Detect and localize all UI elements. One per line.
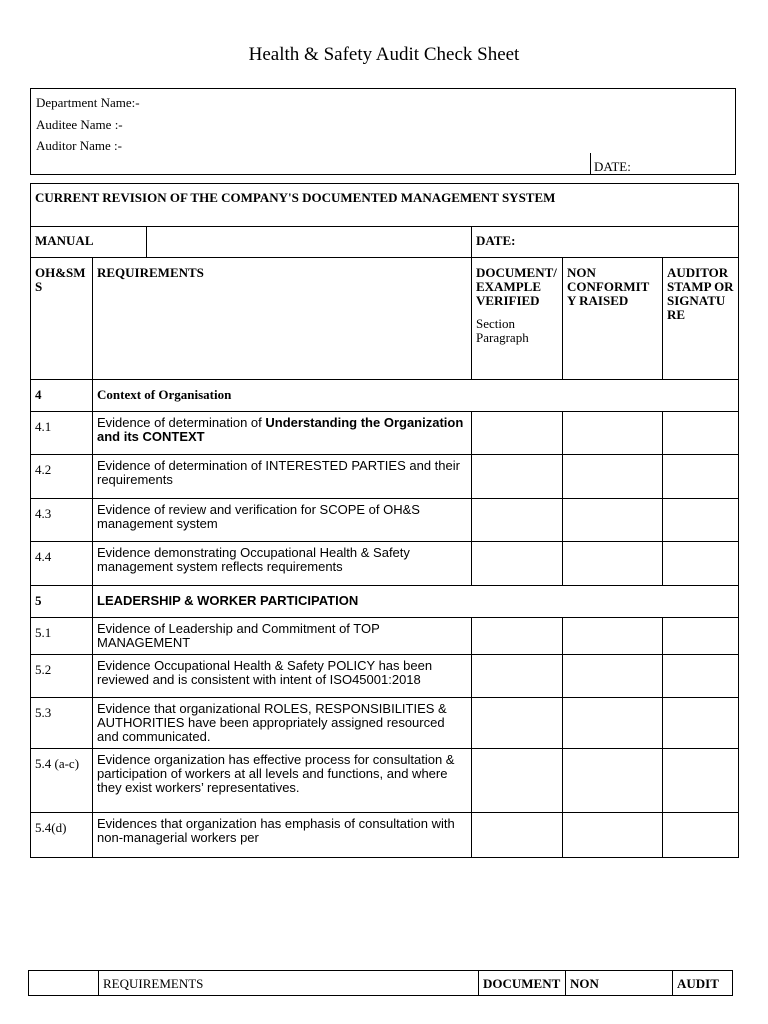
table-row xyxy=(31,655,739,698)
col-auditor: AUDITOR STAMP OR SIGNATU RE xyxy=(663,258,739,380)
table-row xyxy=(31,813,739,858)
auditor-cell[interactable] xyxy=(663,412,739,455)
date-divider xyxy=(590,153,591,175)
clause-row xyxy=(31,586,739,618)
row-requirement: Evidence organization has effective process for consultation & participation of workers at all levels and functions, and where they exist workers’ representatives. xyxy=(93,749,472,813)
col-requirements: REQUIREMENTS xyxy=(93,258,472,380)
row-number: 4.3 xyxy=(31,499,93,542)
row-requirement: Evidence of review and verification for SCOPE of OH&S management system xyxy=(93,499,472,542)
auditor-cell[interactable] xyxy=(663,749,739,813)
column-header-row xyxy=(31,258,739,380)
auditor-cell[interactable] xyxy=(663,813,739,858)
manual-value xyxy=(147,227,472,258)
nonconformity-cell[interactable] xyxy=(563,499,663,542)
next-page-header-table xyxy=(28,970,733,996)
document-cell[interactable] xyxy=(472,412,563,455)
nonconformity-cell[interactable] xyxy=(563,412,663,455)
footer-audit: AUDIT xyxy=(673,971,733,996)
auditor-cell[interactable] xyxy=(663,698,739,749)
auditor-name-label: Auditor Name :- xyxy=(36,138,122,153)
document-cell[interactable] xyxy=(472,499,563,542)
nonconformity-cell[interactable] xyxy=(563,542,663,586)
table-row xyxy=(31,455,739,499)
row-requirement-bold: Understanding the Organization and its CONTEXT xyxy=(97,415,464,444)
manual-date-label: DATE: xyxy=(472,227,739,258)
document-cell[interactable] xyxy=(472,655,563,698)
row-requirement: Evidence Occupational Health & Safety POLICY has been reviewed and is consistent with intent of ISO45001:2018 xyxy=(93,655,472,698)
nonconformity-cell[interactable] xyxy=(563,455,663,499)
document-cell[interactable] xyxy=(472,749,563,813)
document-cell[interactable] xyxy=(472,542,563,586)
nonconformity-cell[interactable] xyxy=(563,655,663,698)
row-number: 5.2 xyxy=(31,655,93,698)
manual-label: MANUAL xyxy=(31,227,147,258)
col-document xyxy=(472,258,563,380)
row-requirement: Evidence demonstrating Occupational Health & Safety management system reflects requirements xyxy=(93,542,472,586)
footer-document: DOCUMENT xyxy=(479,971,566,996)
table-row xyxy=(31,412,739,455)
auditor-cell[interactable] xyxy=(663,499,739,542)
nonconformity-cell[interactable] xyxy=(563,749,663,813)
table-row xyxy=(31,618,739,655)
row-requirement: Evidences that organization has emphasis of consultation with non-managerial workers per xyxy=(93,813,472,858)
auditor-cell[interactable] xyxy=(663,455,739,499)
row-number: 4.2 xyxy=(31,455,93,499)
col-ohsms: OH&SM S xyxy=(31,258,93,380)
clause-row xyxy=(31,380,739,412)
row-number: 4.4 xyxy=(31,542,93,586)
clause-title: LEADERSHIP & WORKER PARTICIPATION xyxy=(93,586,739,618)
document-cell[interactable] xyxy=(472,618,563,655)
col-document-title: DOCUMENT/ EXAMPLE VERIFIED xyxy=(476,265,557,308)
footer-ohsms-cell xyxy=(29,971,99,996)
audit-checklist-table xyxy=(30,183,739,858)
footer-non: NON xyxy=(566,971,673,996)
audit-header-box xyxy=(30,88,736,175)
row-number: 5.4(d) xyxy=(31,813,93,858)
clause-number: 5 xyxy=(31,586,93,618)
department-name-label: Department Name:- xyxy=(36,95,140,110)
col-document-sub: Section Paragraph xyxy=(476,316,529,345)
footer-header-row xyxy=(29,971,733,996)
row-requirement: Evidence that organizational ROLES, RESPONSIBILITIES & AUTHORITIES have been appropriately assigned resourced and communicated. xyxy=(93,698,472,749)
row-requirement: Evidence of determination of INTERESTED PARTIES and their requirements xyxy=(93,455,472,499)
footer-requirements: REQUIREMENTS xyxy=(99,971,479,996)
row-number: 5.3 xyxy=(31,698,93,749)
document-cell[interactable] xyxy=(472,455,563,499)
row-requirement: Evidence of Leadership and Commitment of TOP MANAGEMENT xyxy=(93,618,472,655)
table-row xyxy=(31,542,739,586)
nonconformity-cell[interactable] xyxy=(563,813,663,858)
row-number: 4.1 xyxy=(31,412,93,455)
auditor-cell[interactable] xyxy=(663,542,739,586)
document-cell[interactable] xyxy=(472,698,563,749)
table-row xyxy=(31,499,739,542)
row-number: 5.4 (a-c) xyxy=(31,749,93,813)
manual-row xyxy=(31,227,739,258)
auditee-name-label: Auditee Name :- xyxy=(36,117,123,132)
page-title: Health & Safety Audit Check Sheet xyxy=(248,44,520,65)
clause-title: Context of Organisation xyxy=(93,380,739,412)
auditor-cell[interactable] xyxy=(663,655,739,698)
section-title: CURRENT REVISION OF THE COMPANY'S DOCUMENTED MANAGEMENT SYSTEM xyxy=(31,184,739,227)
table-row xyxy=(31,698,739,749)
auditor-cell[interactable] xyxy=(663,618,739,655)
section-title-row xyxy=(31,184,739,227)
clause-number: 4 xyxy=(31,380,93,412)
row-requirement: Evidence of determination of Understanding the Organization and its CONTEXT xyxy=(93,412,472,455)
header-date-label: DATE: xyxy=(594,159,631,174)
table-row xyxy=(31,749,739,813)
col-nonconformity: NON CONFORMIT Y RAISED xyxy=(563,258,663,380)
nonconformity-cell[interactable] xyxy=(563,698,663,749)
nonconformity-cell[interactable] xyxy=(563,618,663,655)
row-number: 5.1 xyxy=(31,618,93,655)
document-cell[interactable] xyxy=(472,813,563,858)
